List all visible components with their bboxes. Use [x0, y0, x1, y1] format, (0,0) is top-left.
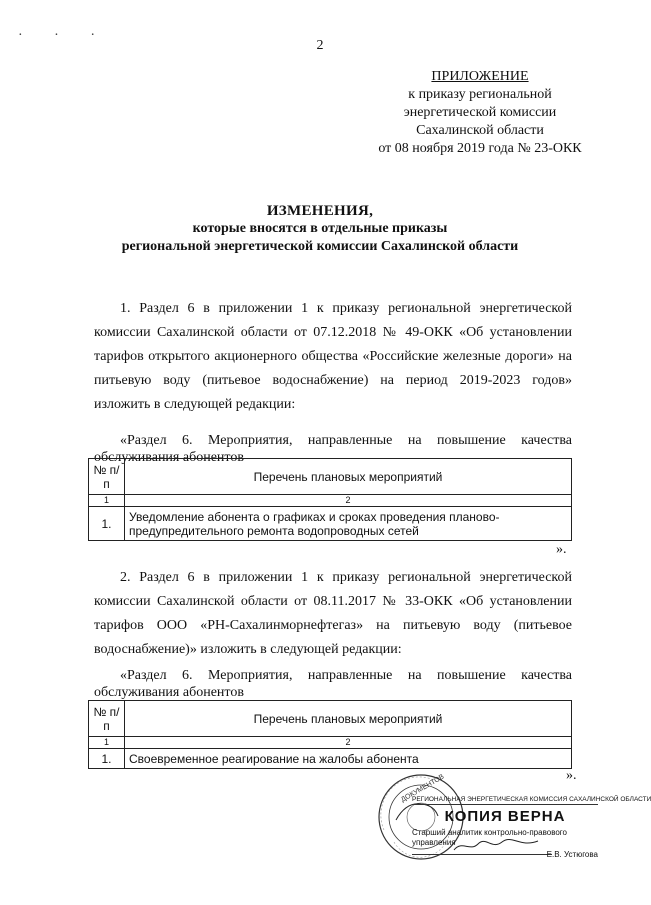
section-1-paragraph: 1. Раздел 6 в приложении 1 к приказу региональной энергетической комиссии Сахалинской области от 07.12.2018 № 49-ОКК «Об установлении тарифов открытого акционерного общества «Российские железные дороги» на питьевую воду (питьевое водоснабжение) на период 2019-2023 годов» изложить в следующей редакции:	[94, 301, 572, 412]
appendix-line-3: Сахалинской области	[416, 123, 544, 138]
section-2-paragraph: 2. Раздел 6 в приложении 1 к приказу региональной энергетической комиссии Сахалинской области от 08.11.2017 № 33-ОКК «Об установлении тарифов ООО «РН-Сахалинморнефтегаз» на питьевую воду (питьевое водоснабжение)» изложить в следующей редакции:	[94, 570, 572, 657]
appendix-line-4: от 08 ноября 2019 года № 23-ОКК	[378, 141, 582, 156]
stamp-position: Старший аналитик контрольно-правового управления	[412, 828, 567, 847]
stamp-organization: РЕГИОНАЛЬНАЯ ЭНЕРГЕТИЧЕСКАЯ КОМИССИЯ САХАЛИНСКОЙ ОБЛАСТИ	[412, 796, 651, 803]
seal-text: ДОКУМЕНТОВ	[400, 773, 446, 804]
table-row	[89, 507, 572, 541]
col-num-header: № п/п	[89, 459, 125, 495]
signature-line	[412, 854, 552, 855]
signature-icon	[452, 838, 542, 854]
row-number: 1.	[89, 749, 125, 769]
table-row	[89, 749, 572, 769]
stamp-name: Е.В. Устюгова	[546, 850, 598, 859]
stamp-title: КОПИЯ ВЕРНА	[444, 808, 566, 825]
appendix-heading: ПРИЛОЖЕНИЕ	[431, 69, 529, 84]
title-main: ИЗМЕНЕНИЯ,	[266, 203, 374, 219]
appendix-block	[330, 68, 630, 158]
section-1-closing: ».	[556, 542, 567, 557]
section-2-table-title: «Раздел 6. Мероприятия, направленные на повышение качества обслуживания абонентов	[94, 668, 572, 700]
col-list-index: 2	[125, 495, 572, 507]
section-2-closing: ».	[566, 768, 577, 783]
title-sub-1: которые вносятся в отдельные приказы	[192, 221, 448, 236]
col-list-header: Перечень плановых мероприятий	[125, 701, 572, 737]
section-2-table	[88, 700, 572, 769]
row-text: Своевременное реагирование на жалобы абонента	[125, 749, 572, 769]
document-title	[0, 202, 640, 256]
section-1-table	[88, 458, 572, 541]
col-list-header: Перечень плановых мероприятий	[125, 459, 572, 495]
page-number: 2	[316, 38, 324, 53]
section-1-table-title: «Раздел 6. Мероприятия, направленные на повышение качества обслуживания абонентов	[94, 433, 572, 465]
appendix-line-1: к приказу региональной	[408, 87, 552, 102]
col-num-index: 1	[89, 737, 125, 749]
col-list-index: 2	[125, 737, 572, 749]
col-num-index: 1	[89, 495, 125, 507]
col-num-header: № п/п	[89, 701, 125, 737]
row-text: Уведомление абонента о графиках и сроках проведения планово-предупредительного ремонта водопроводных сетей	[125, 507, 572, 541]
title-sub-2: региональной энергетической комиссии Сахалинской области	[121, 239, 519, 254]
scan-dots: · · ·	[18, 28, 109, 43]
certified-copy-stamp	[412, 796, 651, 862]
row-number: 1.	[89, 507, 125, 541]
appendix-line-2: энергетической комиссии	[403, 105, 557, 120]
